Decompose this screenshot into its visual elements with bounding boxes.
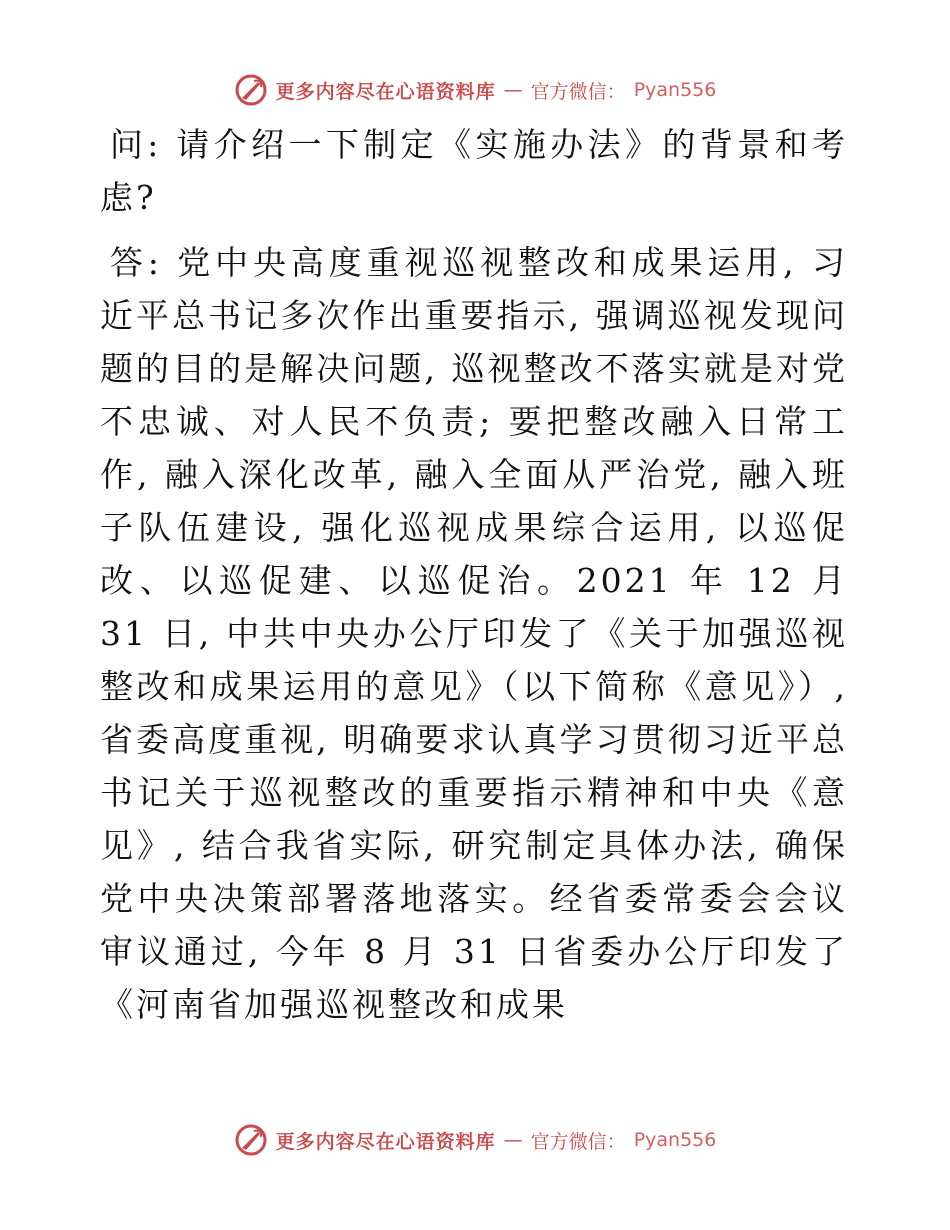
quill-logo-icon — [234, 1123, 268, 1157]
site-name-text: 更多内容尽在心语资料库 — [275, 1130, 496, 1153]
wechat-label: 官方微信： — [530, 80, 626, 103]
document-body — [100, 118, 848, 1031]
footer-watermark — [0, 1120, 950, 1160]
wechat-label: 官方微信： — [530, 1130, 626, 1153]
quill-logo-icon — [234, 73, 268, 107]
separator-dash: — — [503, 1129, 523, 1151]
separator-dash: — — [503, 79, 523, 101]
question-paragraph: 问: 请介绍一下制定《实施办法》的背景和考虑? — [100, 125, 848, 217]
wechat-id: Pyan556 — [633, 1129, 717, 1151]
header-watermark — [0, 70, 950, 110]
wechat-id: Pyan556 — [633, 79, 717, 101]
site-name-text: 更多内容尽在心语资料库 — [275, 80, 496, 103]
answer-paragraph: 答: 党中央高度重视巡视整改和成果运用, 习近平总书记多次作出重要指示, 强调巡视发现问题的目的是解决问题, 巡视整改不落实就是对党不忠诚、对人民不负责; 要把整改融入日常工作, 融入深化改革, 融入全面从严治党, 融入班子队伍建设, 强化巡视成果综合运用, 以巡促改、以巡促建、以巡促治。2021 年 12 月 31 日, 中共中央办公厅印发了《关于加强巡视整改和成果运用的意见》（以下简称《意见》）, 省委高度重视, 明确要求认真学习贯彻习近平总书记关于巡视整改的重要指示精神和中央《意见》, 结合我省实际, 研究制定具体办法, 确保党中央决策部署落地落实。经省委常委会会议审议通过, 今年 8 月 31 日省委办公厅印发了《河南省加强巡视整改和成果 — [100, 243, 848, 1024]
